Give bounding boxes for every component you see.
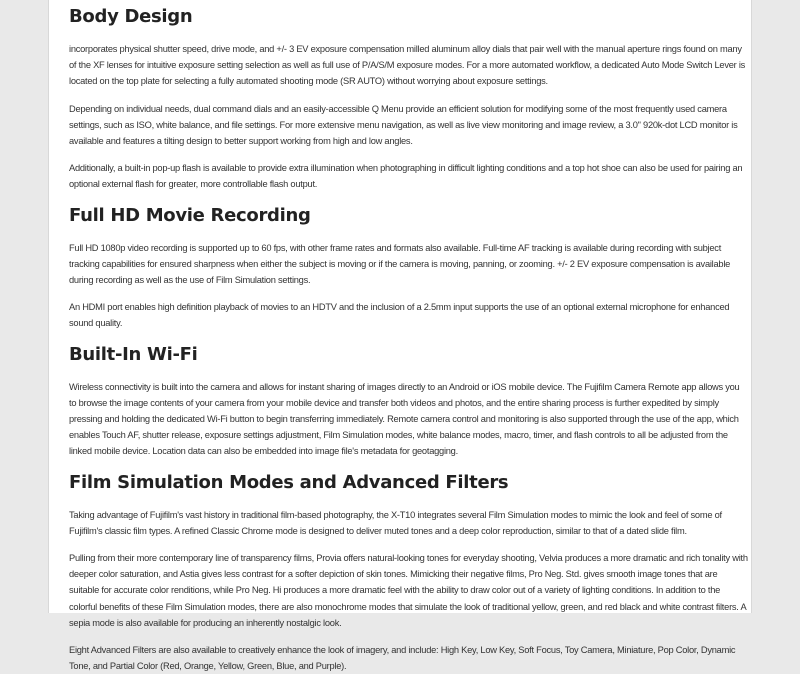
section-heading: Film Simulation Modes and Advanced Filters <box>69 471 509 493</box>
paragraph: Pulling from their more contemporary line of transparency films, Provia offers natural-looking tones for everyday shooting, Velvia produces a more dramatic and rich tonality with deeper color saturation, and Astia gives less contrast for a softer depiction of skin tones. Mimicking their negative films, Pro Neg. Std. gives smooth image tones that are suitable for accurate color renditions, while Pro Neg. Hi produces a more dramatic feel with the ability to draw color out of a variety of lighting conditions. In addition to the colorful benefits of these Film Simulation modes, there are also monochrome modes that simulate the look of traditional yellow, green, and red black and white contrast filters. A sepia mode is also available for producing an inherently nostalgic look. <box>69 553 748 628</box>
paragraph: Taking advantage of Fujifilm's vast history in traditional film-based photography, the X-T10 integrates several Film Simulation modes to mimic the look and feel of some of Fujifilm's classic film types. A refined Classic Chrome mode is designed to deliver muted tones and a deep color reproduction, similar to that of a dated slide film. <box>69 509 722 536</box>
paragraph: incorporates physical shutter speed, drive mode, and +/- 3 EV exposure compensation milled aluminum alloy dials that pair well with the manual aperture rings found on many of the XF lenses for intuitive exposure setting selection as well as full use of P/A/S/M exposure modes. For a more automated workflow, a dedicated Auto Mode Switch Lever is located on the top plate for selecting a fully automated shooting mode (SR AUTO) without worrying about exposure settings. <box>69 44 746 87</box>
article-content <box>49 0 749 674</box>
section-heading: Full HD Movie Recording <box>69 204 311 226</box>
paragraph: Depending on individual needs, dual command dials and an easily-accessible Q Menu provide an efficient solution for modifying some of the most frequently used camera settings, such as ISO, white balance, and file settings. For more extensive menu navigation, as well as live view monitoring and image review, a 3.0" 920k-dot LCD monitor is available and features a tilting design to better support working from high and low angles. <box>69 103 738 147</box>
paragraph: An HDMI port enables high definition playback of movies to an HDTV and the inclusion of a 2.5mm input supports the use of an optional external microphone for enhanced sound quality. <box>69 302 730 329</box>
paragraph: Additionally, a built-in pop-up flash is available to provide extra illumination when photographing in difficult lighting conditions and a top hot shoe can also be used for pairing an optional external flash for greater, more controllable flash output. <box>69 163 743 190</box>
section-body-design <box>69 5 749 193</box>
paragraph: Eight Advanced Filters are also available to creatively enhance the look of imagery, and include: High Key, Low Key, Soft Focus, Toy Camera, Miniature, Pop Color, Dynamic Tone, and Partial Color (Red, Orange, Yellow, Green, Blue, and Purple). <box>69 645 736 672</box>
section-heading: Built-In Wi-Fi <box>69 343 198 365</box>
section-heading: Body Design <box>69 6 193 27</box>
article-page <box>48 0 752 672</box>
section-built-in-wifi <box>69 343 749 460</box>
section-film-simulation <box>69 471 749 674</box>
paragraph: Full HD 1080p video recording is supported up to 60 fps, with other frame rates and formats also available. Full-time AF tracking is available during recording with subject tracking capabilities for ensured sharpness when either the subject is moving or if the camera is moving, panning, or zooming. +/- 2 EV exposure compensation is available during recording as well as the use of Film Simulation settings. <box>69 242 731 286</box>
paragraph: Wireless connectivity is built into the camera and allows for instant sharing of images directly to an Android or iOS mobile device. The Fujifilm Camera Remote app allows you to browse the image contents of your camera from your mobile device and transfer both videos and photos, and the entire sharing process is further expedited by simply pressing and holding the dedicated Wi-Fi button to begin transferring immediately. Remote camera control and monitoring is also supported through the use of the app, which enables Touch AF, shutter release, exposure settings adjustment, Film Simulation modes, white balance modes, macro, timer, and flash controls to all be adjusted from the linked mobile device. Location data can also be embedded into image file's metadata for geotagging. <box>69 381 740 457</box>
section-full-hd-movie-recording <box>69 204 749 332</box>
